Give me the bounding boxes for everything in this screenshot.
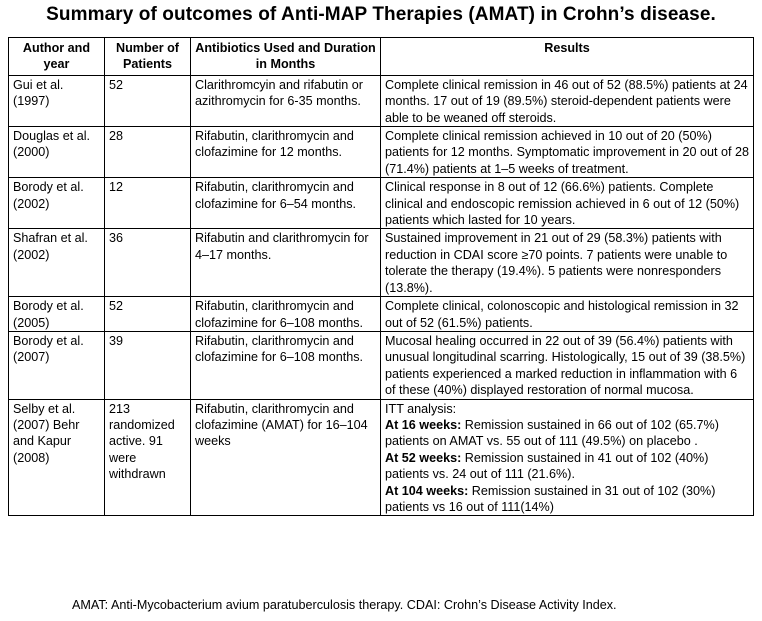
table-row	[9, 229, 754, 297]
cell-patients: 39	[105, 331, 191, 399]
header-patients: Number of Patients	[105, 38, 191, 76]
week52-result	[385, 450, 749, 483]
week16-result	[385, 417, 749, 450]
cell-author: Borody et al. (2007)	[9, 331, 105, 399]
week52-label: At 52 weeks:	[385, 450, 462, 465]
week52-text: Remission sustained in 41 out of 102 (40%) patients vs. 24 out of 111 (21.6%).	[385, 450, 709, 482]
cell-antibiotics: Rifabutin, clarithromycin and clofazimine for 12 months.	[191, 127, 381, 178]
table-row	[9, 127, 754, 178]
cell-author: Shafran et al. (2002)	[9, 229, 105, 297]
cell-results: Clinical response in 8 out of 12 (66.6%) patients. Complete clinical and endoscopic remission achieved in 6 out of 12 (50%) patients which lasted for 10 years.	[381, 178, 754, 229]
header-author: Author and year	[9, 38, 105, 76]
cell-patients: 52	[105, 75, 191, 126]
header-antibiotics: Antibiotics Used and Duration in Months	[191, 38, 381, 76]
cell-antibiotics: Clarithromcyin and rifabutin or azithromycin for 6-35 months.	[191, 75, 381, 126]
cell-results	[381, 399, 754, 516]
itt-intro: ITT analysis:	[385, 401, 457, 416]
footnote: AMAT: Anti-Mycobacterium avium paratuberculosis therapy. CDAI: Crohn’s Disease Activity Index.	[72, 598, 617, 612]
cell-results: Complete clinical, colonoscopic and histological remission in 32 out of 52 (61.5%) patients.	[381, 297, 754, 332]
table-row	[9, 297, 754, 332]
page-title: Summary of outcomes of Anti-MAP Therapies (AMAT) in Crohn’s disease.	[46, 4, 716, 25]
cell-antibiotics: Rifabutin, clarithromycin and clofazimine for 6–108 months.	[191, 297, 381, 332]
cell-patients: 213 randomized active. 91 were withdrawn	[105, 399, 191, 516]
cell-antibiotics: Rifabutin and clarithromycin for 4–17 months.	[191, 229, 381, 297]
cell-results: Mucosal healing occurred in 22 out of 39 (56.4%) patients with unusual longitudinal scarring. Histologically, 15 out of 39 (38.5%) patients experienced a marked reduction in inflammation with 6 of these (40%) displayed restoration of normal mucosa.	[381, 331, 754, 399]
table-row	[9, 331, 754, 399]
table-row	[9, 178, 754, 229]
table-header-row	[9, 38, 754, 76]
cell-patients: 52	[105, 297, 191, 332]
cell-results: Complete clinical remission achieved in 10 out of 20 (50%) patients for 12 months. Symptomatic improvement in 20 out of 28 (71.4%) patients at 1–5 weeks of treatment.	[381, 127, 754, 178]
cell-patients: 36	[105, 229, 191, 297]
week104-text: Remission sustained in 31 out of 102 (30%) patients vs 16 out of 111(14%)	[385, 483, 716, 514]
cell-author: Borody et al. (2002)	[9, 178, 105, 229]
cell-author: Borody et al. (2005)	[9, 297, 105, 332]
cell-author: Douglas et al. (2000)	[9, 127, 105, 178]
cell-author: Gui et al. (1997)	[9, 75, 105, 126]
header-results: Results	[381, 38, 754, 76]
week16-text: Remission sustained in 66 out of 102 (65.7%) patients on AMAT vs. 55 out of 111 (49.5%) on placebo .	[385, 417, 719, 449]
cell-antibiotics: Rifabutin, clarithromycin and clofazimine for 6–108 months.	[191, 331, 381, 399]
cell-antibiotics: Rifabutin, clarithromycin and clofazimine (AMAT) for 16–104 weeks	[191, 399, 381, 516]
cell-author: Selby et al. (2007) Behr and Kapur (2008)	[9, 399, 105, 516]
table-row	[9, 399, 754, 516]
week104-label: At 104 weeks:	[385, 483, 469, 498]
week16-label: At 16 weeks:	[385, 417, 462, 432]
week104-result	[385, 483, 749, 516]
cell-patients: 12	[105, 178, 191, 229]
cell-results: Complete clinical remission in 46 out of 52 (88.5%) patients at 24 months. 17 out of 19 (89.5%) steroid-dependent patients were able to be weaned off steroids.	[381, 75, 754, 126]
outcomes-table	[8, 37, 754, 516]
cell-antibiotics: Rifabutin, clarithromycin and clofazimine for 6–54 months.	[191, 178, 381, 229]
table-row	[9, 75, 754, 126]
cell-patients: 28	[105, 127, 191, 178]
cell-results: Sustained improvement in 21 out of 29 (58.3%) patients with reduction in CDAI score ≥70 points. 7 patients were unable to tolerate the therapy (19.4%). 5 patients were nonresponders (13.8%).	[381, 229, 754, 297]
